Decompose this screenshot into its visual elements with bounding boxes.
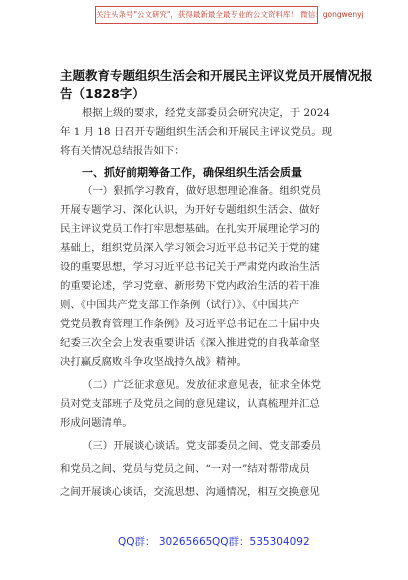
paragraph-line: （三）开展谈心谈话。党支部委员之间、党支部委员	[82, 440, 321, 452]
paragraph-line: 党党员教育管理工作条例》及习近平总书记在二十届中央	[60, 318, 320, 330]
document-title-continued: 告（1828字）	[60, 86, 145, 101]
paragraph-line: 年 1 月 18 日召开专题组织生活会和开展民主评议党员。现	[60, 126, 333, 138]
paragraph-line: 和党员之间、党员与党员之间、“一对一”结对帮带成员	[60, 463, 310, 475]
paragraph-line: 纪委三次全会上发表重要讲话《深入推进党的自我革命坚	[60, 337, 320, 349]
paragraph-line: 员对党支部班子及党员之间的意见建议，认真梳理并汇总	[60, 398, 320, 410]
paragraph-line: （一）狠抓学习教育，做好思想理论准备。组织党员	[82, 185, 321, 197]
paragraph-line: 设的重要思想，学习习近平总书记关于严肃党内政治生活	[60, 261, 320, 273]
paragraph-line: 则、《中国共产党支部工作条例（试行）》、《中国共产	[60, 299, 299, 311]
paragraph-line: （二）广泛征求意见。发放征求意见表，征求全体党	[82, 379, 321, 391]
section-heading: 一、抓好前期筹备工作，确保组织生活会质量	[82, 166, 302, 179]
paragraph-line: 的重要论述，学习党章、新形势下党内政治生活的若干准	[60, 280, 320, 292]
footer-qq-group-1: QQ群： 30265665	[118, 536, 213, 548]
footer-qq-group-2: QQ群：535304092	[212, 536, 310, 548]
paragraph-line: 将有关情况总结报告如下：	[60, 145, 185, 157]
paragraph-line: 之间开展谈心谈话，交流思想、沟通情况，相互交换意见	[60, 486, 320, 498]
paragraph-line: 开展专题学习、深化认识，为开好专题组织生活会、做好	[60, 204, 320, 216]
paragraph-line: 基础上，组织党员深入学习领会习近平总书记关于党的建	[60, 242, 320, 254]
document-title: 主题教育专题组织生活会和开展民主评议党员开展情况报	[60, 68, 373, 83]
paragraph-line: 民主评议党员工作打牢思想基础。在扎实开展理论学习的	[60, 223, 320, 235]
footer	[0, 531, 408, 553]
header-banner	[0, 0, 408, 36]
paragraph-line: 根据上级的要求，经党支部委员会研究决定，于 2024	[82, 107, 330, 119]
header-banner-text: 关注头条号"公文研究"，获得最新最全最专业的公文资料库！ 微信：gongwenyj	[95, 6, 318, 24]
paragraph-line: 决打赢反腐败斗争攻坚战持久战》精神。	[60, 356, 248, 368]
paragraph-line: 形成问题清单。	[60, 417, 133, 429]
